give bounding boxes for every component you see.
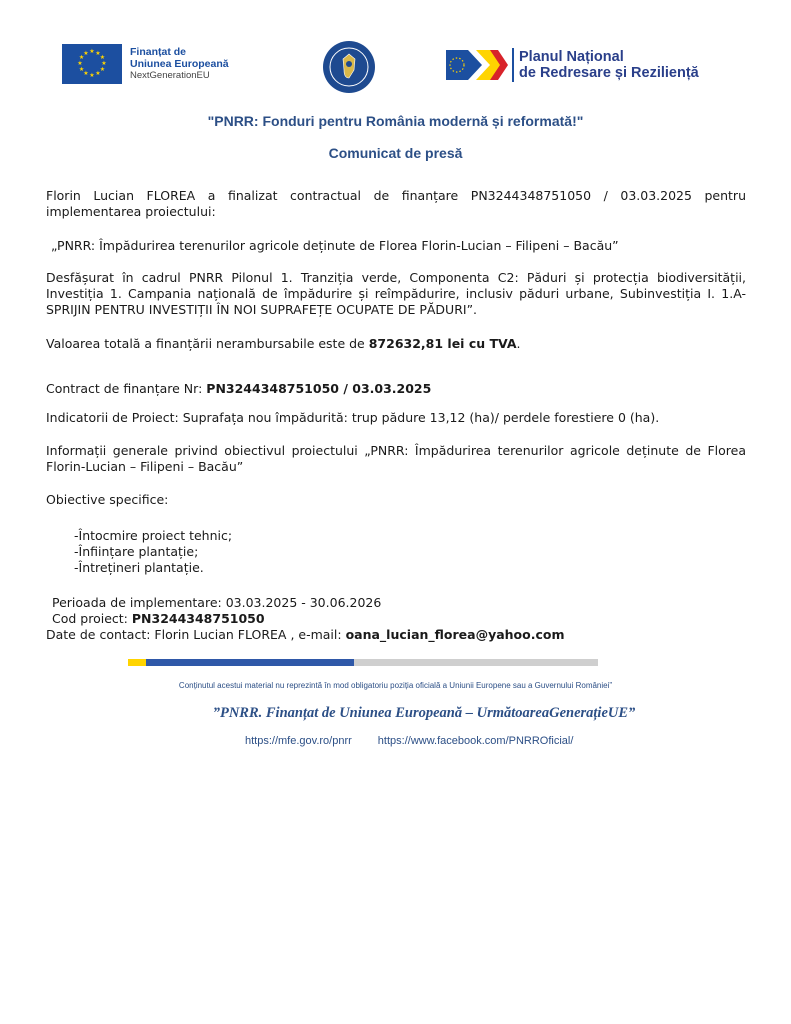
value-label: Valoarea totală a finanțării nerambursabile este de bbox=[46, 336, 365, 351]
objectives-heading: Obiective specifice: bbox=[46, 492, 169, 507]
pnrr-logo-line2: de Redresare și Reziliență bbox=[519, 65, 699, 81]
government-seal-icon bbox=[322, 40, 376, 94]
eu-star-icon: ★ bbox=[95, 70, 101, 78]
footer-divider-bar bbox=[128, 659, 598, 666]
contact-line bbox=[46, 627, 746, 643]
contact-label: Date de contact: Florin Lucian FLOREA , e-mail: bbox=[46, 627, 342, 642]
footer-slogan: ”PNRR. Finanțat de Uniunea Europeană – UrmătoareaGenerațieUE” bbox=[212, 705, 636, 721]
project-title: „PNRR: Împădurirea terenurilor agricole deținute de Florea Florin-Lucian – Filipeni – Bacău” bbox=[51, 238, 619, 253]
objective-item: -Întrețineri plantație. bbox=[74, 560, 204, 575]
period-line: Perioada de implementare: 03.03.2025 - 30.06.2026 bbox=[52, 595, 382, 610]
context-paragraph: Desfășurat în cadrul PNRR Pilonul 1. Tranziția verde, Componenta C2: Păduri și protecția biodiversității, Investiția 1. Campania națională de împădurire și reîmpădurire, inclusiv păduri urbane, Subinvestiția I. 1.A- SPRIJIN PENTRU INVESTIȚII ÎN NOI SUPRAFEȚE OCUPATE DE PĂDURI”. bbox=[46, 270, 746, 317]
pnrr-flag-icon bbox=[446, 48, 508, 82]
pnrr-logo-line1: Planul Național bbox=[519, 49, 624, 65]
contact-email: oana_lucian_florea@yahoo.com bbox=[345, 627, 565, 642]
indicators-paragraph: Indicatorii de Proiect: Suprafața nou împădurită: trup pădure 13,12 (ha)/ perdele forestiere 0 (ha). bbox=[46, 410, 660, 425]
eu-star-icon: ★ bbox=[77, 60, 83, 67]
project-code-line bbox=[52, 611, 752, 627]
eu-star-icon: ★ bbox=[83, 70, 89, 78]
eu-logo-line1: Finanțat de bbox=[130, 46, 187, 58]
eu-logo-line2: Uniunea Europeană bbox=[130, 58, 229, 70]
intro-paragraph: Florin Lucian FLOREA a finalizat contractual de finanțare PN3244348751050 / 03.03.2025 pentru implementarea proiectului: bbox=[46, 188, 746, 219]
contract-label: Contract de finanțare Nr: bbox=[46, 381, 203, 396]
logo-row bbox=[0, 40, 791, 92]
eu-logo-text bbox=[130, 46, 229, 82]
contract-paragraph bbox=[46, 381, 746, 397]
eu-star-icon: ★ bbox=[89, 48, 95, 55]
document-title: "PNRR: Fonduri pentru România modernă și reformată!" bbox=[207, 113, 584, 129]
project-code-value: PN3244348751050 bbox=[131, 611, 265, 626]
pnrr-separator bbox=[512, 48, 514, 82]
contract-value: PN3244348751050 / 03.03.2025 bbox=[206, 381, 432, 396]
facebook-link[interactable]: https://www.facebook.com/PNRROficial/ bbox=[377, 735, 574, 747]
pnrr-logo-text bbox=[519, 49, 699, 81]
eu-funding-logo bbox=[62, 44, 229, 84]
value-amount: 872632,81 lei cu TVA bbox=[368, 336, 517, 351]
eu-flag-icon bbox=[62, 44, 122, 84]
eu-star-icon: ★ bbox=[89, 72, 95, 79]
eu-star-icon: ★ bbox=[99, 66, 106, 73]
footer-links bbox=[245, 735, 573, 747]
mfe-link[interactable]: https://mfe.gov.ro/pnrr bbox=[245, 735, 352, 747]
pnrr-logo bbox=[446, 48, 699, 82]
project-code-label: Cod proiect: bbox=[52, 611, 128, 626]
footer-divider-accent bbox=[128, 659, 146, 666]
eu-star-icon: ★ bbox=[78, 54, 85, 61]
objective-item: -Înființare plantație; bbox=[74, 544, 199, 559]
eu-star-icon: ★ bbox=[78, 66, 85, 73]
disclaimer-text: Conținutul acestui material nu reprezintă în mod obligatoriu poziția oficială a Uniunii Europene sau a Guvernului României” bbox=[178, 681, 613, 690]
document-subtitle: Comunicat de presă bbox=[328, 145, 463, 161]
footer-divider-fill bbox=[128, 659, 354, 666]
objective-item: -Întocmire proiect tehnic; bbox=[74, 528, 233, 543]
value-paragraph: Valoarea totală a finanțării nerambursabile este de 872632,81 lei cu TVA. bbox=[46, 336, 521, 351]
eu-star-icon: ★ bbox=[101, 60, 107, 67]
eu-star-icon: ★ bbox=[83, 49, 89, 57]
general-info-paragraph: Informații generale privind obiectivul proiectului „PNRR: Împădurirea terenurilor agricole deținute de Florea Florin-Lucian – Filipeni – Bacău” bbox=[46, 443, 746, 474]
eu-star-icon: ★ bbox=[95, 49, 101, 57]
eu-star-icon: ★ bbox=[99, 54, 106, 61]
eu-logo-line3: NextGenerationEU bbox=[130, 70, 210, 81]
